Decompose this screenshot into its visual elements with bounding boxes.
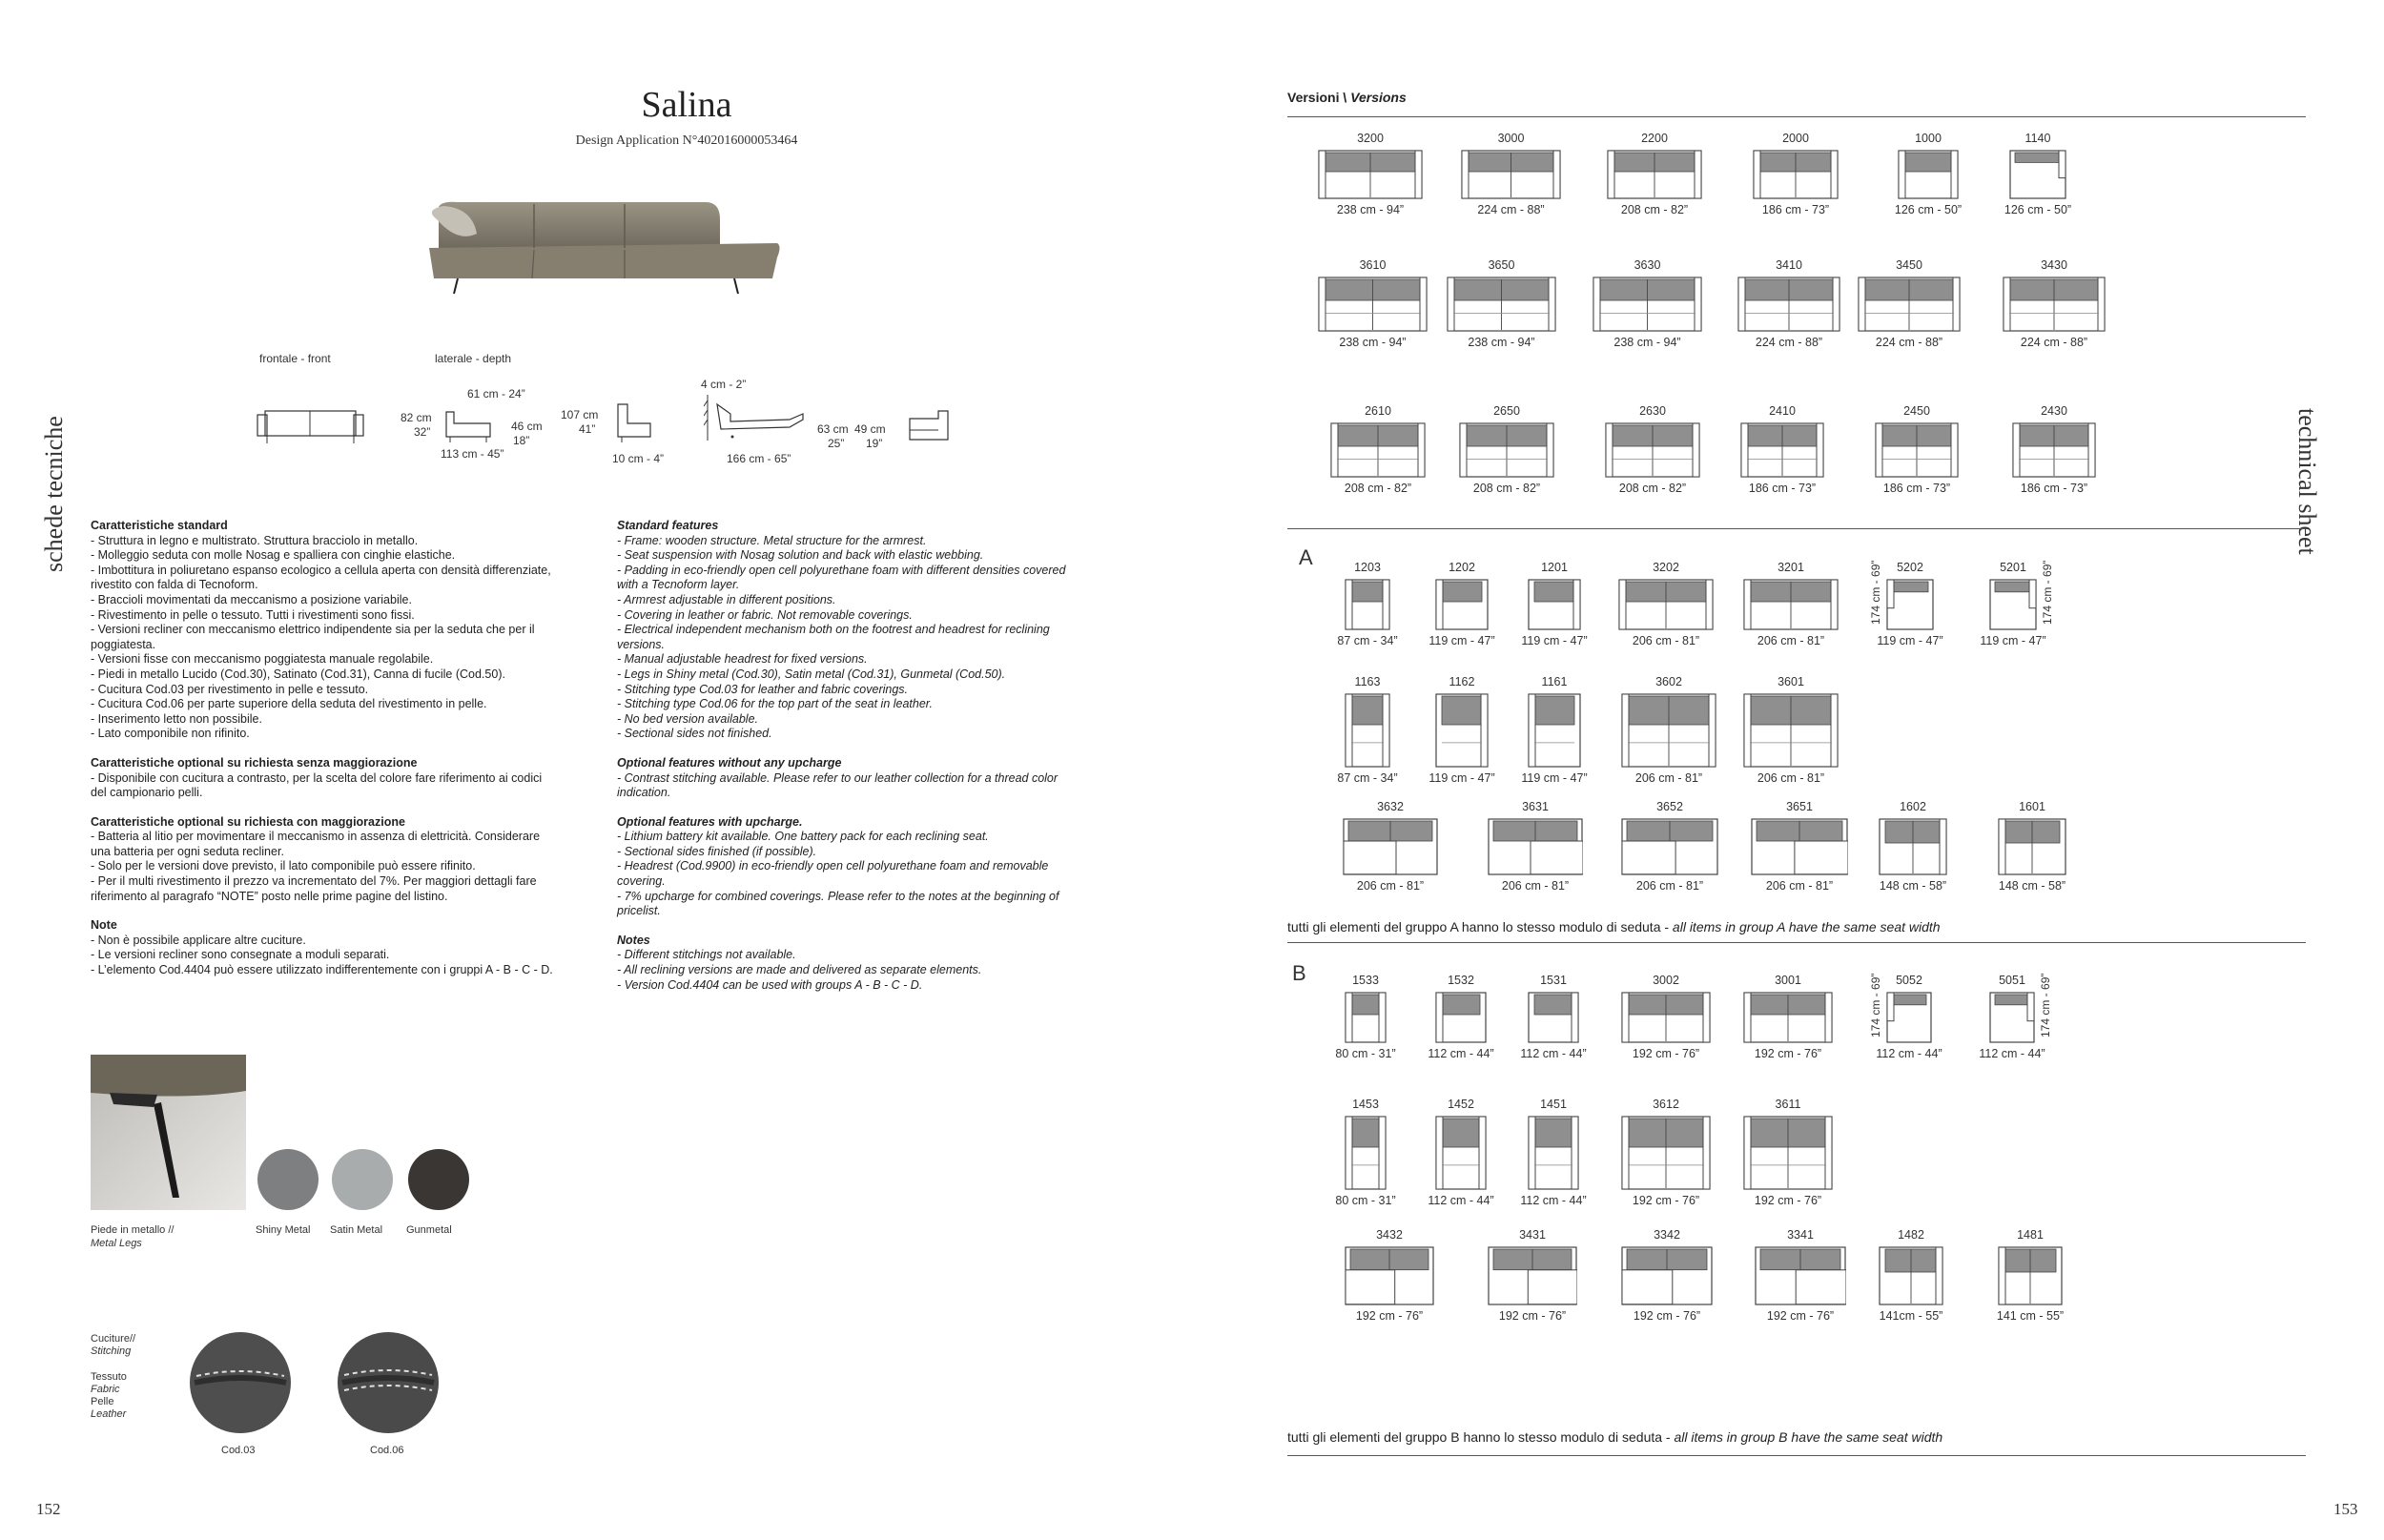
text-line: - L’elemento Cod.4404 può essere utilizzato indifferentemente con i gruppi A - B - C - D.	[91, 963, 553, 977]
module-code: 1532	[1448, 974, 1474, 987]
group-b-note	[1287, 1429, 1942, 1445]
module-code: 3341	[1787, 1228, 1814, 1242]
module-diagram	[1318, 277, 1428, 332]
module-diagram	[1345, 1116, 1387, 1190]
module-diagram	[1605, 422, 1700, 478]
module-code: 2430	[2041, 404, 2067, 418]
module-code: 3652	[1656, 800, 1683, 813]
module-code: 1453	[1352, 1098, 1379, 1111]
dim-107: 107 cm	[561, 408, 599, 421]
module-diagram	[1345, 693, 1390, 768]
module-code: 3612	[1653, 1098, 1679, 1111]
depth-view-label: laterale - depth	[435, 352, 512, 365]
module-code: 3650	[1488, 258, 1515, 272]
dim-113: 113 cm - 45”	[441, 447, 504, 461]
leg-swatch-label: Gunmetal	[406, 1224, 452, 1236]
text-line: riferimento al paragrafo “NOTE” posto nelle prime pagine del listino.	[91, 889, 448, 903]
module-code: 2410	[1769, 404, 1796, 418]
module-diagram	[1528, 992, 1579, 1043]
dim-19: 19”	[866, 437, 883, 450]
module-code: 3430	[2041, 258, 2067, 272]
module-dimension: 224 cm - 88”	[1755, 336, 1823, 349]
divider-bottom	[1287, 1455, 2306, 1456]
module-code: 1201	[1541, 561, 1568, 574]
module-diagram	[1528, 1116, 1579, 1190]
english-features	[617, 519, 1132, 993]
module-code: 2450	[1903, 404, 1930, 418]
module-dimension: 80 cm - 31”	[1335, 1047, 1396, 1060]
it-standard-list	[91, 534, 606, 742]
text-line: with a Tecnoform layer.	[617, 578, 740, 592]
module-code: 2630	[1639, 404, 1666, 418]
text-line: - Sectional sides not finished.	[617, 727, 772, 741]
it-standard-title: Caratteristiche standard	[91, 519, 228, 532]
dim-49: 49 cm	[854, 422, 886, 436]
text-line: - Per il multi rivestimento il prezzo va incrementato del 7%. Per maggiori dettagli fare	[91, 874, 537, 889]
fabric-label-it: Tessuto	[91, 1371, 127, 1383]
module-dimension: 112 cm - 44”	[1428, 1047, 1494, 1060]
module-diagram	[1753, 150, 1839, 199]
module-code: 5202	[1897, 561, 1923, 574]
fabric-label-en: Fabric	[91, 1384, 120, 1395]
text-line: - Versioni recliner con meccanismo elettrico indipendente sia per la seduta che per il	[91, 623, 535, 637]
sofa-photo	[420, 191, 782, 296]
design-application: Design Application N°402016000053464	[575, 133, 798, 148]
it-opt-paid-title: Caratteristiche optional su richiesta con maggiorazione	[91, 814, 405, 829]
module-dimension: 206 cm - 81”	[1635, 879, 1704, 893]
module-diagram	[1345, 992, 1387, 1043]
module-dimension: 87 cm - 34”	[1337, 634, 1398, 647]
module-diagram	[1461, 150, 1561, 199]
module-code: 1000	[1915, 132, 1942, 145]
module-dimension: 192 cm - 76”	[1632, 1194, 1700, 1207]
text-line: - All reclining versions are made and delivered as separate elements.	[617, 963, 982, 977]
leg-swatch-label: Shiny Metal	[256, 1224, 311, 1236]
stitch-label-en: Stitching	[91, 1345, 132, 1357]
module-dimension: 238 cm - 94”	[1613, 336, 1681, 349]
text-line: pricelist.	[617, 904, 661, 918]
leather-label-en: Leather	[91, 1408, 127, 1420]
module-diagram	[1879, 1246, 1943, 1305]
module-diagram	[1618, 579, 1714, 630]
en-opt-free-list	[617, 771, 1132, 801]
module-dimension: 112 cm - 44”	[1979, 1047, 2045, 1060]
module-code: 2200	[1641, 132, 1668, 145]
front-drawing	[256, 405, 365, 448]
module-dimension: 238 cm - 94”	[1468, 336, 1535, 349]
text-line: rivestito con falda di Tecnoform.	[91, 578, 258, 592]
text-line: - Headrest (Cod.9900) in eco-friendly open cell polyurethane foam and removable	[617, 859, 1049, 873]
page-title: Salina	[641, 85, 732, 125]
text-line: - Stitching type Cod.03 for leather and fabric coverings.	[617, 682, 909, 696]
spine-label-right: technical sheet	[2293, 408, 2321, 555]
module-diagram	[1435, 693, 1489, 768]
module-code: 5051	[1999, 974, 2025, 987]
stitch-label-it: Cuciture//	[91, 1333, 136, 1345]
module-code: 2650	[1493, 404, 1520, 418]
text-line: - Piedi in metallo Lucido (Cod.30), Satinato (Cod.31), Canna di fucile (Cod.50).	[91, 667, 505, 681]
module-dimension: 224 cm - 88”	[2020, 336, 2088, 349]
module-code: 3431	[1519, 1228, 1546, 1242]
module-dimension: 186 cm - 73”	[1748, 482, 1817, 495]
module-dimension: 112 cm - 44”	[1520, 1194, 1587, 1207]
dim-63: 63 cm	[817, 422, 849, 436]
module-diagram	[1488, 1246, 1577, 1305]
page-number-right: 153	[2333, 1500, 2358, 1518]
module-dimension: 192 cm - 76”	[1766, 1309, 1835, 1323]
module-diagram	[1621, 818, 1718, 875]
module-code: 1202	[1449, 561, 1475, 574]
module-code: 1162	[1449, 675, 1475, 688]
en-note-list	[617, 948, 1132, 993]
side-drawing	[906, 405, 954, 448]
module-diagram	[1607, 150, 1702, 199]
front-view-label: frontale - front	[259, 352, 331, 365]
text-line: - Solo per le versioni dove previsto, il lato componibile può essere rifinito.	[91, 859, 476, 873]
module-dimension: 112 cm - 44”	[1520, 1047, 1587, 1060]
text-line: versions.	[617, 637, 666, 651]
module-diagram	[1989, 992, 2035, 1043]
module-diagram	[1998, 818, 2066, 875]
module-code: 3602	[1655, 675, 1682, 688]
module-code: 3651	[1786, 800, 1813, 813]
module-dimension: 206 cm - 81”	[1501, 879, 1570, 893]
text-line: - Imbottitura in poliuretano espanso ecologico a cellula aperta con densità differenziate,	[91, 563, 551, 577]
text-line: - Le versioni recliner sono consegnate a moduli separati.	[91, 948, 390, 962]
text-line: - Frame: wooden structure. Metal structure for the armrest.	[617, 533, 927, 547]
text-line: - Different stitchings not available.	[617, 948, 796, 962]
module-code: 3410	[1776, 258, 1802, 272]
module-dimension: 224 cm - 88”	[1477, 203, 1545, 216]
text-line: - Lithium battery kit available. One battery pack for each reclining seat.	[617, 830, 989, 844]
dim-41: 41”	[579, 422, 596, 436]
text-line: - 7% upcharge for combined coverings. Please refer to the notes at the beginning of	[617, 889, 1059, 903]
recline-drawing	[610, 399, 658, 446]
module-code: 1481	[2017, 1228, 2044, 1242]
module-dimension: 206 cm - 81”	[1757, 771, 1825, 785]
text-line: - Covering in leather or fabric. Not removable coverings.	[617, 607, 913, 622]
module-dimension: 119 cm - 47”	[1521, 771, 1588, 785]
module-dimension: 186 cm - 73”	[1882, 482, 1951, 495]
module-code: 1203	[1354, 561, 1381, 574]
module-dimension: 141 cm - 55”	[1996, 1309, 2065, 1323]
text-line: - Electrical independent mechanism both on the footrest and headrest for reclining	[617, 623, 1050, 637]
text-line: - Struttura in legno e multistrato. Struttura bracciolo in metallo.	[91, 533, 419, 547]
module-code: 3631	[1522, 800, 1549, 813]
divider-top	[1287, 116, 2306, 117]
module-dimension: 192 cm - 76”	[1632, 1047, 1700, 1060]
module-code: 3610	[1359, 258, 1387, 272]
text-line: poggiatesta.	[91, 637, 156, 651]
text-line: - Manual adjustable headrest for fixed versions.	[617, 652, 868, 667]
module-code: 3601	[1778, 675, 1804, 688]
module-code: 3450	[1896, 258, 1922, 272]
it-opt-paid-list	[91, 830, 606, 904]
module-code: 1161	[1541, 675, 1568, 688]
module-dimension: 192 cm - 76”	[1355, 1309, 1424, 1323]
module-dimension: 206 cm - 81”	[1632, 634, 1700, 647]
module-diagram	[1755, 1246, 1846, 1305]
module-dimension: 206 cm - 81”	[1356, 879, 1425, 893]
module-diagram	[1621, 693, 1716, 768]
module-dimension: 208 cm - 82”	[1472, 482, 1541, 495]
en-standard-title: Standard features	[617, 519, 719, 532]
module-dimension: 192 cm - 76”	[1754, 1194, 1822, 1207]
module-diagram	[1330, 422, 1426, 478]
module-code: 1163	[1354, 675, 1381, 688]
module-diagram	[2009, 150, 2066, 199]
module-code: 3202	[1653, 561, 1679, 574]
module-dimension: 119 cm - 47”	[1521, 634, 1588, 647]
group-a-note-en: all items in group A have the same seat width	[1672, 919, 1941, 934]
module-dimension: 87 cm - 34”	[1337, 771, 1398, 785]
it-note-title: Note	[91, 918, 117, 933]
versions-heading	[1287, 90, 1407, 105]
text-line: - Lato componibile non rifinito.	[91, 727, 250, 741]
divider-group-a	[1287, 528, 2306, 529]
text-line: - Braccioli movimentati da meccanismo a posizione variabile.	[91, 592, 412, 606]
module-diagram	[1435, 1116, 1487, 1190]
module-diagram	[1459, 422, 1554, 478]
recline-open-drawing	[704, 391, 809, 443]
page-number-left: 152	[36, 1500, 61, 1518]
dim-61: 61 cm - 24”	[467, 387, 525, 400]
module-diagram	[1593, 277, 1702, 332]
module-code: 3611	[1775, 1098, 1801, 1111]
module-dimension: 192 cm - 76”	[1754, 1047, 1822, 1060]
module-code: 3200	[1357, 132, 1384, 145]
module-dimension: 80 cm - 31”	[1335, 1194, 1396, 1207]
module-code: 2000	[1782, 132, 1809, 145]
module-diagram	[1621, 1246, 1713, 1305]
module-code: 3000	[1497, 132, 1525, 145]
module-diagram	[1318, 150, 1423, 199]
text-line: del campionario pelli.	[91, 786, 203, 800]
module-diagram	[1621, 992, 1711, 1043]
module-dimension: 186 cm - 73”	[1761, 203, 1830, 216]
module-diagram	[1998, 1246, 2063, 1305]
module-dimension: 119 cm - 47”	[1428, 771, 1495, 785]
module-diagram	[1875, 422, 1959, 478]
text-line: - Sectional sides finished (if possible).	[617, 844, 817, 858]
divider-group-b	[1287, 942, 2306, 943]
leg-swatch	[257, 1149, 319, 1210]
module-diagram	[1435, 579, 1489, 630]
text-line: - Seat suspension with Nosag solution and back with elastic webbing.	[617, 548, 984, 563]
module-dimension: 208 cm - 82”	[1344, 482, 1412, 495]
module-vertical-dimension: 174 cm - 69”	[2039, 973, 2052, 1037]
module-dimension: 208 cm - 82”	[1618, 482, 1687, 495]
en-standard-list	[617, 534, 1132, 742]
module-code: 3432	[1376, 1228, 1403, 1242]
module-dimension: 206 cm - 81”	[1634, 771, 1703, 785]
depth-drawing	[441, 402, 498, 445]
text-line: - Armrest adjustable in different positions.	[617, 592, 836, 606]
module-diagram	[1743, 579, 1839, 630]
module-diagram	[1621, 1116, 1711, 1190]
module-dimension: 206 cm - 81”	[1765, 879, 1834, 893]
module-code: 1602	[1900, 800, 1926, 813]
text-line: - Inserimento letto non possibile.	[91, 711, 262, 726]
module-vertical-dimension: 174 cm - 69”	[1869, 560, 1882, 625]
text-line: covering.	[617, 874, 666, 889]
module-dimension: 126 cm - 50”	[1894, 203, 1963, 216]
dim-32: 32”	[414, 425, 431, 439]
module-code: 3630	[1634, 258, 1661, 272]
text-line: - Cucitura Cod.03 per rivestimento in pelle e tessuto.	[91, 682, 369, 696]
module-dimension: 148 cm - 58”	[1998, 879, 2066, 893]
dim-25: 25”	[828, 437, 845, 450]
module-diagram	[1737, 277, 1840, 332]
module-diagram	[1886, 992, 1932, 1043]
versions-heading-it: Versioni \	[1287, 90, 1351, 105]
module-code: 3201	[1778, 561, 1804, 574]
en-note-title: Notes	[617, 933, 650, 947]
module-diagram	[1488, 818, 1583, 875]
dim-166: 166 cm - 65”	[727, 452, 791, 465]
module-code: 3001	[1775, 974, 1801, 987]
module-code: 1482	[1898, 1228, 1924, 1242]
dim-46: 46 cm	[511, 420, 543, 433]
module-code: 1452	[1448, 1098, 1474, 1111]
versions-heading-en: Versions	[1350, 90, 1407, 105]
en-opt-free-title: Optional features without any upcharge	[617, 755, 842, 770]
module-dimension: 206 cm - 81”	[1757, 634, 1825, 647]
leg-swatch	[408, 1149, 469, 1210]
dim-18: 18”	[513, 434, 530, 447]
text-line: - Stitching type Cod.06 for the top part of the seat in leather.	[617, 697, 933, 711]
stitch-sample-06	[337, 1331, 440, 1434]
text-line: - Contrast stitching available. Please refer to our leather collection for a thread color	[617, 770, 1058, 785]
module-dimension: 192 cm - 76”	[1498, 1309, 1567, 1323]
module-diagram	[1528, 693, 1581, 768]
module-diagram	[2003, 277, 2106, 332]
module-diagram	[1743, 992, 1833, 1043]
text-line: - Disponibile con cucitura a contrasto, per la scelta del colore fare riferimento ai codici	[91, 770, 543, 785]
module-dimension: 141cm - 55”	[1879, 1309, 1943, 1323]
dim-82: 82 cm	[401, 411, 432, 424]
module-diagram	[1989, 579, 2037, 630]
module-diagram	[1740, 422, 1824, 478]
module-dimension: 208 cm - 82”	[1620, 203, 1689, 216]
module-dimension: 112 cm - 44”	[1428, 1194, 1494, 1207]
module-diagram	[1343, 818, 1438, 875]
group-a-note	[1287, 919, 1941, 934]
en-opt-paid-list	[617, 830, 1132, 919]
text-line: indication.	[617, 786, 671, 800]
module-code: 1451	[1540, 1098, 1567, 1111]
leather-label-it: Pelle	[91, 1396, 114, 1407]
module-dimension: 119 cm - 47”	[1877, 634, 1943, 647]
spine-label-left: schede tecniche	[40, 416, 68, 572]
legs-label-en: Metal Legs	[91, 1238, 142, 1249]
module-code: 5201	[2000, 561, 2026, 574]
leg-swatch-label: Satin Metal	[330, 1224, 383, 1236]
module-diagram	[1345, 1246, 1434, 1305]
module-diagram	[2012, 422, 2096, 478]
module-dimension: 112 cm - 44”	[1876, 1047, 1942, 1060]
module-code: 1601	[2019, 800, 2045, 813]
module-code: 5052	[1896, 974, 1922, 987]
module-diagram	[1743, 1116, 1833, 1190]
module-dimension: 148 cm - 58”	[1879, 879, 1947, 893]
module-dimension: 119 cm - 47”	[1980, 634, 2046, 647]
module-diagram	[1528, 579, 1581, 630]
module-dimension: 238 cm - 94”	[1336, 203, 1405, 216]
legs-label-it: Piede in metallo //	[91, 1224, 175, 1236]
stitch-code-03: Cod.03	[221, 1445, 256, 1456]
text-line: - Versioni fisse con meccanismo poggiatesta manuale regolabile.	[91, 652, 434, 667]
text-line: - No bed version available.	[617, 711, 758, 726]
text-line: - Padding in eco-friendly open cell polyurethane foam with different densities covered	[617, 563, 1066, 577]
module-diagram	[1435, 992, 1487, 1043]
text-line: - Molleggio seduta con molle Nosag e spalliera con cinghie elastiche.	[91, 548, 456, 563]
module-code: 2610	[1365, 404, 1391, 418]
module-code: 1533	[1352, 974, 1379, 987]
group-b-letter: B	[1292, 961, 1306, 985]
it-opt-free-title: Caratteristiche optional su richiesta senza maggiorazione	[91, 755, 418, 770]
group-a-note-it: tutti gli elementi del gruppo A hanno lo stesso modulo di seduta -	[1287, 919, 1673, 934]
leg-swatch	[332, 1149, 393, 1210]
text-line: - Legs in Shiny metal (Cod.30), Satin metal (Cod.31), Gunmetal (Cod.50).	[617, 667, 1006, 681]
module-code: 3632	[1377, 800, 1404, 813]
leg-photo	[91, 1055, 246, 1210]
module-code: 3002	[1653, 974, 1679, 987]
module-vertical-dimension: 174 cm - 69”	[1869, 973, 1882, 1037]
text-line: - Batteria al litio per movimentare il meccanismo in assenza di elettricità. Considerare	[91, 830, 541, 844]
module-dimension: 119 cm - 47”	[1428, 634, 1495, 647]
module-code: 1140	[2024, 132, 2051, 145]
dim-4: 4 cm - 2”	[701, 378, 747, 391]
module-dimension: 186 cm - 73”	[2020, 482, 2088, 495]
it-opt-free-list	[91, 771, 606, 801]
group-b-note-it: tutti gli elementi del gruppo B hanno lo stesso modulo di seduta -	[1287, 1429, 1675, 1445]
text-line: - Rivestimento in pelle o tessuto. Tutti i rivestimenti sono fissi.	[91, 607, 415, 622]
module-code: 3342	[1654, 1228, 1680, 1242]
it-note-list	[91, 934, 606, 978]
module-vertical-dimension: 174 cm - 69”	[2041, 560, 2054, 625]
dim-10: 10 cm - 4”	[612, 452, 665, 465]
text-line: - Cucitura Cod.06 per parte superiore della seduta del rivestimento in pelle.	[91, 697, 487, 711]
module-dimension: 238 cm - 94”	[1339, 336, 1407, 349]
module-diagram	[1447, 277, 1556, 332]
module-diagram	[1743, 693, 1839, 768]
stitch-code-06: Cod.06	[370, 1445, 404, 1456]
module-dimension: 126 cm - 50”	[2004, 203, 2072, 216]
italian-features	[91, 519, 606, 978]
module-diagram	[1345, 579, 1390, 630]
module-dimension: 224 cm - 88”	[1875, 336, 1943, 349]
module-diagram	[1879, 818, 1947, 875]
en-opt-paid-title: Optional features with upcharge.	[617, 814, 803, 829]
stitch-sample-03	[189, 1331, 292, 1434]
text-line: - Non è possibile applicare altre cuciture.	[91, 933, 306, 947]
text-line: - Version Cod.4404 can be used with groups A - B - C - D.	[617, 977, 923, 992]
module-diagram	[1886, 579, 1934, 630]
group-a-letter: A	[1299, 545, 1313, 569]
module-dimension: 192 cm - 76”	[1633, 1309, 1701, 1323]
text-line: una batteria per ogni seduta recliner.	[91, 844, 284, 858]
module-diagram	[1858, 277, 1961, 332]
module-code: 1531	[1540, 974, 1567, 987]
module-diagram	[1898, 150, 1959, 199]
module-diagram	[1751, 818, 1848, 875]
group-b-note-en: all items in group B have the same seat width	[1674, 1429, 1943, 1445]
